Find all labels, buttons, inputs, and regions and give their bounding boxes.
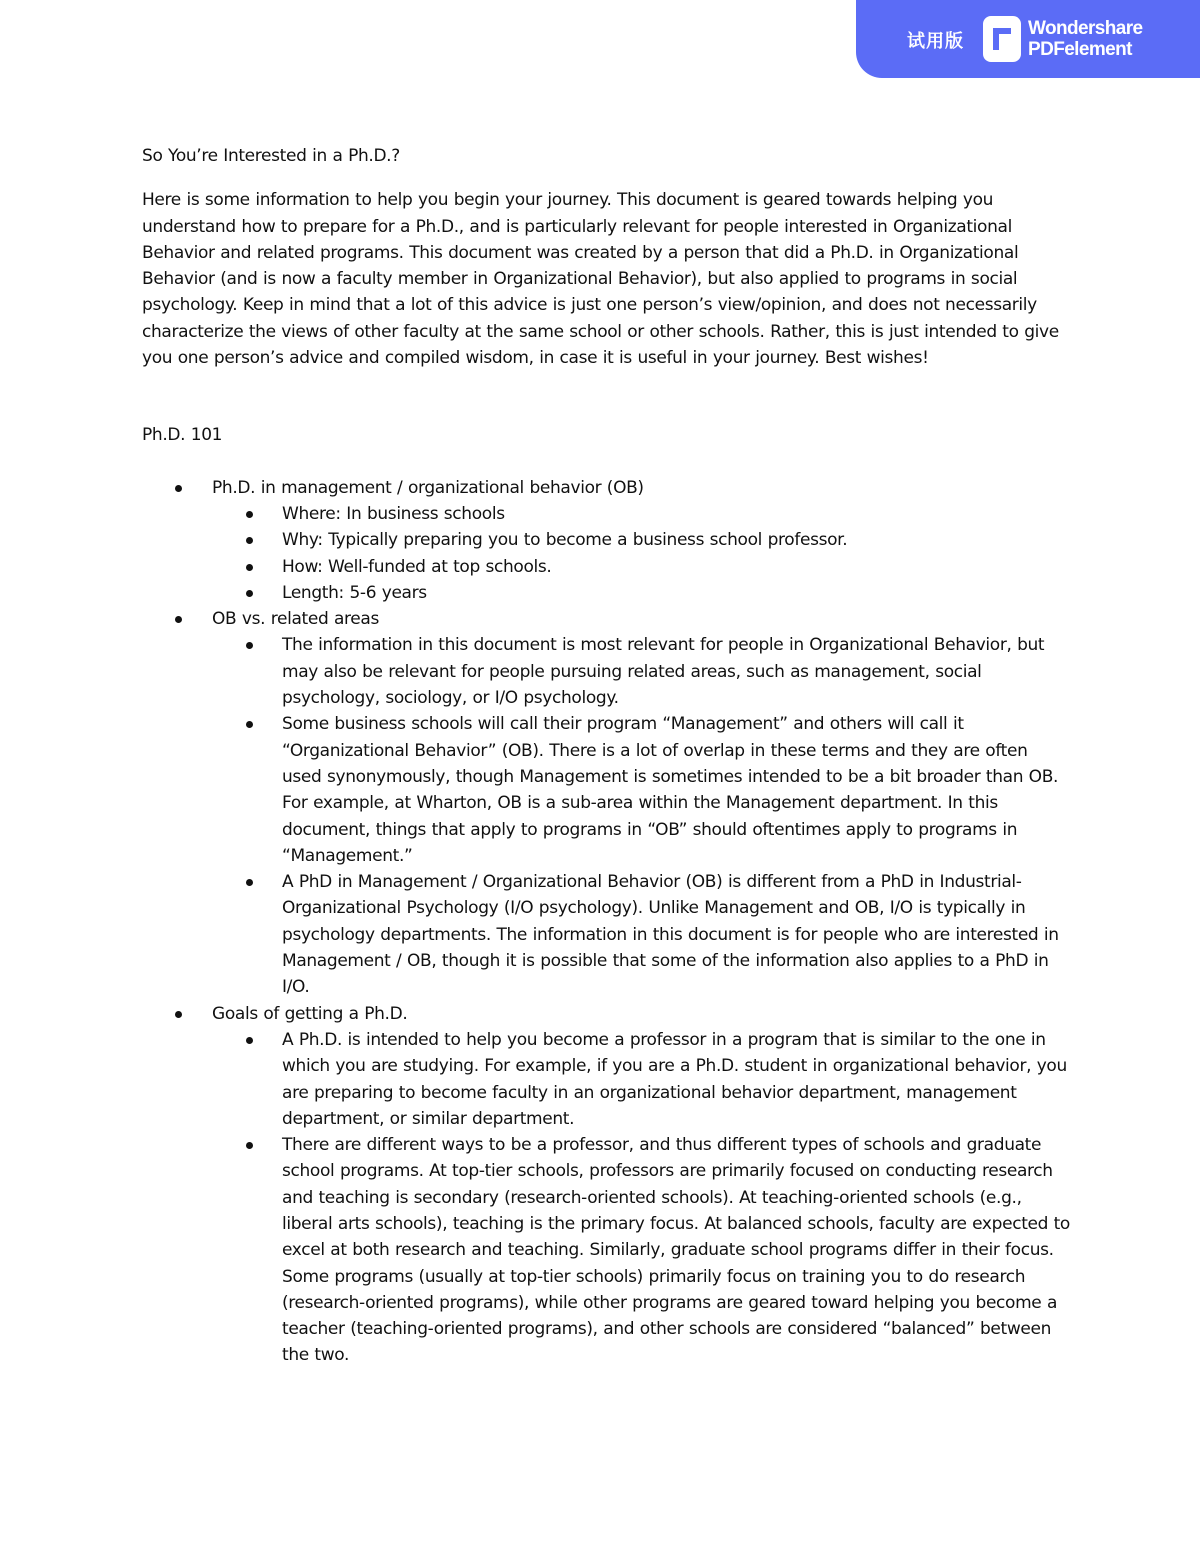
pdfelement-logo-icon [983,16,1021,62]
sub-list-item [212,1132,1072,1369]
bullet-icon [246,590,253,597]
sub-list-item [212,527,1072,553]
bullet-icon [246,1142,253,1149]
sub-bullet-list [212,632,1072,1000]
list-item [142,475,1072,606]
trial-version-label: 试用版 [907,31,964,52]
list-item-text: Ph.D. in management / organizational behavior (OB) [212,477,644,498]
bullet-icon [246,721,253,728]
list-item-text: OB vs. related areas [212,609,379,630]
sub-list-item [212,632,1072,711]
brand-name [1028,18,1142,60]
sub-list-item-text: The information in this document is most relevant for people in Organizational Behavior, but may also be relevant for people pursuing related areas, such as management, social psychology, sociology, or I/O psychology. [282,635,1045,709]
sub-list-item [212,501,1072,527]
bullet-icon [246,511,253,518]
list-item [142,606,1072,1000]
sub-bullet-list [212,1027,1072,1369]
bullet-icon [246,564,253,571]
sub-list-item [212,580,1072,606]
bullet-icon [175,616,182,623]
bullet-icon [246,537,253,544]
sub-list-item-text: A Ph.D. is intended to help you become a professor in a program that is similar to the one in which you are studying. For example, if you are a Ph.D. student in organizational behavior, you are preparing to become faculty in an organizational behavior department, management department, or similar department. [282,1029,1067,1129]
sub-bullet-list [212,501,1072,606]
list-item [142,1001,1072,1369]
sub-list-item [212,1027,1072,1132]
brand-line-2: PDFelement [1028,39,1132,60]
sub-list-item [212,711,1072,869]
brand-line-1: Wondershare [1028,18,1143,39]
bullet-icon [246,879,253,886]
bullet-list [142,475,1072,1369]
sub-list-item-text: Some business schools will call their program “Management” and others will call it “Organizational Behavior” (OB). There is a lot of overlap in these terms and they are often used synonymously, though Management is sometimes intended to be a bit broader than OB. For example, at Wharton, OB is a sub-area within the Management department. In this document, things that apply to programs in “OB” should oftentimes apply to programs in “Management.” [282,714,1059,866]
bullet-icon [175,1011,182,1018]
intro-paragraph: Here is some information to help you begin your journey. This document is geared towards helping you understand how to prepare for a Ph.D., and is particularly relevant for people interested in Organizational Behavior and related programs. This document was created by a person that did a Ph.D. in Organizational Behavior (and is now a faculty member in Organizational Behavior), but also applied to programs in social psychology. Keep in mind that a lot of this advice is just one person’s view/opinion, and does not necessarily characterize the views of other faculty at the same school or other schools. Rather, this is just intended to give you one person’s advice and compiled wisdom, in case it is useful in your journey. Best wishes! [142,190,1059,369]
sub-list-item-text: Length: 5-6 years [282,582,427,603]
document-title: So You’re Interested in a Ph.D.? [142,146,400,166]
sub-list-item-text: A PhD in Management / Organizational Behavior (OB) is different from a PhD in Industrial-Organizational Psychology (I/O psychology). Unlike Management and OB, I/O is typically in psychology departments. The information in this document is for people who are interested in Management / OB, though it is possible that some of the information also applies to a PhD in I/O. [282,872,1059,998]
sub-list-item-text: How: Well-funded at top schools. [282,556,552,577]
pdfelement-watermark [856,0,1200,78]
sub-list-item [212,869,1072,1000]
sub-list-item-text: There are different ways to be a professor, and thus different types of schools and graduate school programs. At top-tier schools, professors are primarily focused on conducting research and teaching is secondary (research-oriented schools). At teaching-oriented schools (e.g., liberal arts schools), teaching is the primary focus. At balanced schools, faculty are expected to excel at both research and teaching. Similarly, graduate school programs differ in their focus. Some programs (usually at top-tier schools) primarily focus on training you to do research (research-oriented programs), while other programs are geared toward helping you become a teacher (teaching-oriented programs), and other schools are considered “balanced” between the two. [282,1135,1070,1366]
list-item-text: Goals of getting a Ph.D. [212,1003,408,1024]
bullet-icon [246,1037,253,1044]
sub-list-item [212,554,1072,580]
document-page [142,143,1072,1369]
sub-list-item-text: Why: Typically preparing you to become a business school professor. [282,530,848,551]
sub-list-item-text: Where: In business schools [282,503,505,524]
bullet-icon [246,642,253,649]
section-heading: Ph.D. 101 [142,425,223,446]
bullet-icon [175,485,182,492]
